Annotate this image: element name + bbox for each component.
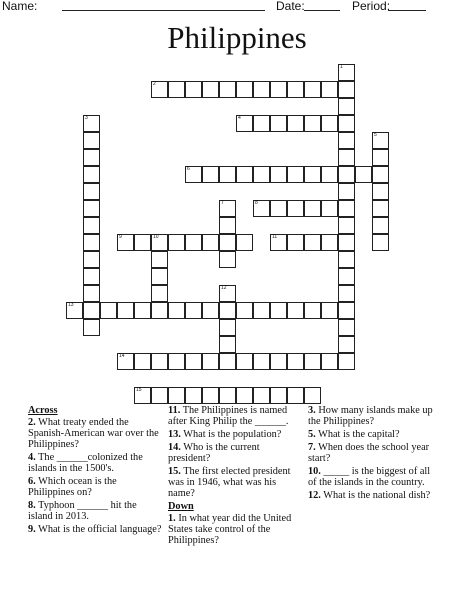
clue-item (168, 429, 300, 440)
clue-number: 8. (28, 500, 36, 511)
clue-number: 12. (308, 490, 321, 501)
crossword-cell[interactable] (83, 302, 100, 319)
crossword-cell[interactable] (287, 234, 304, 251)
clue-number: 11. (168, 405, 181, 416)
clue-text: How many islands make up the Philippines? (308, 405, 433, 427)
crossword-cell[interactable] (304, 81, 321, 98)
clue-number: 13. (168, 429, 181, 440)
date-label: Date: (276, 0, 305, 13)
crossword-cell[interactable] (270, 200, 287, 217)
crossword-cell[interactable] (117, 353, 134, 370)
crossword-cell[interactable] (355, 166, 372, 183)
crossword-cell[interactable] (253, 81, 270, 98)
crossword-cell[interactable] (304, 115, 321, 132)
crossword-cell[interactable] (372, 149, 389, 166)
crossword-cell[interactable] (304, 200, 321, 217)
crossword-cell[interactable] (270, 387, 287, 404)
crossword-cell[interactable] (168, 353, 185, 370)
crossword-cell[interactable] (219, 353, 236, 370)
clue-number-label: 5 (374, 132, 377, 138)
crossword-cell[interactable] (338, 336, 355, 353)
crossword-cell[interactable] (304, 387, 321, 404)
crossword-cell[interactable] (219, 166, 236, 183)
crossword-cell[interactable] (372, 217, 389, 234)
crossword-cell[interactable] (202, 81, 219, 98)
clue-text: In what year did the United States take control of the Philippines? (168, 513, 292, 546)
clue-number-label: 14 (119, 353, 125, 359)
crossword-cell[interactable] (236, 234, 253, 251)
crossword-cell[interactable] (338, 64, 355, 81)
crossword-cell[interactable] (321, 302, 338, 319)
crossword-cell[interactable] (185, 353, 202, 370)
crossword-cell[interactable] (202, 353, 219, 370)
crossword-cell[interactable] (338, 268, 355, 285)
crossword-cell[interactable] (185, 81, 202, 98)
crossword-cell[interactable] (338, 115, 355, 132)
clue-number-label: 12 (221, 285, 227, 291)
crossword-cell[interactable] (236, 353, 253, 370)
crossword-cell[interactable] (338, 166, 355, 183)
crossword-cell[interactable] (372, 234, 389, 251)
crossword-cell[interactable] (253, 166, 270, 183)
clue-item (28, 524, 162, 535)
clue-item (168, 466, 300, 499)
crossword-cell[interactable] (287, 81, 304, 98)
crossword-cell[interactable] (151, 268, 168, 285)
crossword-cell[interactable] (270, 81, 287, 98)
clue-number-label: 4 (238, 115, 241, 121)
clue-item (308, 490, 440, 501)
crossword-cell[interactable] (253, 387, 270, 404)
clue-number: 10. (308, 466, 321, 477)
crossword-cell[interactable] (338, 183, 355, 200)
clue-text: _____ is the biggest of all of the islands in the country. (308, 466, 431, 488)
crossword-cell[interactable] (372, 200, 389, 217)
crossword-cell[interactable] (321, 166, 338, 183)
clue-item (168, 513, 300, 546)
crossword-cell[interactable] (185, 234, 202, 251)
clue-number-label: 8 (255, 200, 258, 206)
crossword-cell[interactable] (83, 166, 100, 183)
crossword-cell[interactable] (66, 302, 83, 319)
clue-number-label: 1 (340, 64, 343, 70)
crossword-cell[interactable] (83, 200, 100, 217)
clue-text: Which ocean is the Philippines on? (28, 476, 117, 498)
crossword-cell[interactable] (202, 234, 219, 251)
crossword-cell[interactable] (372, 166, 389, 183)
crossword-cell[interactable] (270, 166, 287, 183)
crossword-cell[interactable] (185, 387, 202, 404)
crossword-cell[interactable] (219, 319, 236, 336)
clue-text: When does the school year start? (308, 442, 430, 464)
crossword-cell[interactable] (338, 353, 355, 370)
clue-number: 14. (168, 442, 181, 453)
clue-item (28, 476, 162, 498)
crossword-cell[interactable] (253, 115, 270, 132)
clue-text: What is the official language? (38, 524, 162, 535)
clue-number-label: 2 (153, 81, 156, 87)
clue-item (308, 405, 440, 427)
clue-number-label: 13 (68, 302, 74, 308)
crossword-cell[interactable] (151, 234, 168, 251)
crossword-cell[interactable] (287, 166, 304, 183)
page-title: Philippines (167, 20, 307, 55)
crossword-cell[interactable] (253, 200, 270, 217)
crossword-cell[interactable] (83, 285, 100, 302)
crossword-cell[interactable] (83, 183, 100, 200)
clue-column-3 (308, 405, 440, 503)
clue-number: 7. (308, 442, 316, 453)
across-heading: Across (28, 405, 58, 416)
clue-item (168, 405, 300, 427)
crossword-cell[interactable] (219, 251, 236, 268)
crossword-cell[interactable] (134, 353, 151, 370)
clue-number-label: 9 (119, 234, 122, 240)
crossword-cell[interactable] (151, 251, 168, 268)
crossword-cell[interactable] (321, 353, 338, 370)
crossword-cell[interactable] (100, 302, 117, 319)
clue-list (0, 405, 474, 610)
crossword-cell[interactable] (270, 353, 287, 370)
clue-text: What is the population? (183, 429, 282, 440)
crossword-cell[interactable] (321, 81, 338, 98)
clue-text: The ______colonized the islands in the 1500's. (28, 452, 143, 474)
crossword-cell[interactable] (236, 302, 253, 319)
crossword-cell[interactable] (202, 166, 219, 183)
clue-text: The first elected president was in 1946, what was his name? (168, 466, 291, 499)
crossword-cell[interactable] (202, 302, 219, 319)
crossword-cell[interactable] (287, 302, 304, 319)
crossword-cell[interactable] (151, 353, 168, 370)
crossword-cell[interactable] (338, 200, 355, 217)
crossword-cell[interactable] (253, 353, 270, 370)
clue-text: What treaty ended the Spanish-American war over the Philippines? (28, 417, 159, 450)
clue-number-label: 6 (187, 166, 190, 172)
crossword-cell[interactable] (219, 285, 236, 302)
crossword-cell[interactable] (338, 149, 355, 166)
crossword-cell[interactable] (151, 285, 168, 302)
clue-item (308, 442, 440, 464)
clue-number-label: 7 (221, 200, 224, 206)
crossword-cell[interactable] (168, 302, 185, 319)
crossword-cell[interactable] (134, 302, 151, 319)
clue-text: Typhoon ______ hit the island in 2013. (28, 500, 137, 522)
clue-text: The Philippines is named after King Philip the ______. (168, 405, 289, 427)
crossword-cell[interactable] (185, 166, 202, 183)
crossword-cell[interactable] (321, 200, 338, 217)
crossword-cell[interactable] (83, 149, 100, 166)
crossword-cell[interactable] (338, 319, 355, 336)
crossword-cell[interactable] (185, 302, 202, 319)
clue-number: 1. (168, 513, 176, 524)
clue-item (308, 466, 440, 488)
crossword-cell[interactable] (83, 234, 100, 251)
crossword-cell[interactable] (304, 166, 321, 183)
crossword-cell[interactable] (321, 234, 338, 251)
crossword-cell[interactable] (83, 251, 100, 268)
crossword-cell[interactable] (338, 285, 355, 302)
crossword-cell[interactable] (372, 183, 389, 200)
crossword-cell[interactable] (304, 234, 321, 251)
clue-text: Who is the current president? (168, 442, 260, 464)
crossword-cell[interactable] (338, 132, 355, 149)
clue-number: 15. (168, 466, 181, 477)
crossword-cell[interactable] (151, 302, 168, 319)
crossword-cell[interactable] (219, 200, 236, 217)
crossword-cell[interactable] (168, 234, 185, 251)
crossword-cell[interactable] (338, 98, 355, 115)
down-heading: Down (168, 501, 194, 512)
crossword-cell[interactable] (338, 234, 355, 251)
crossword-cell[interactable] (219, 387, 236, 404)
clue-column-1 (28, 405, 162, 537)
crossword-cell[interactable] (253, 302, 270, 319)
clue-number-label: 3 (85, 115, 88, 121)
period-label: Period: (352, 0, 391, 13)
crossword-cell[interactable] (83, 115, 100, 132)
crossword-cell[interactable] (134, 234, 151, 251)
clue-number: 9. (28, 524, 36, 535)
clue-text: What is the capital? (318, 429, 400, 440)
crossword-cell[interactable] (83, 319, 100, 336)
clue-number-label: 10 (153, 234, 159, 240)
clue-number-label: 15 (136, 387, 142, 393)
crossword-cell[interactable] (304, 302, 321, 319)
crossword-cell[interactable] (287, 387, 304, 404)
crossword-cell[interactable] (117, 234, 134, 251)
crossword-cell[interactable] (338, 302, 355, 319)
crossword-cell[interactable] (83, 268, 100, 285)
crossword-cell[interactable] (202, 387, 219, 404)
crossword-cell[interactable] (151, 387, 168, 404)
crossword-cell[interactable] (219, 336, 236, 353)
crossword-cell[interactable] (134, 387, 151, 404)
clue-number: 6. (28, 476, 36, 487)
clue-item (28, 417, 162, 450)
crossword-cell[interactable] (338, 217, 355, 234)
clue-item (168, 442, 300, 464)
crossword-cell[interactable] (219, 302, 236, 319)
name-label: Name: (2, 0, 38, 13)
crossword-cell[interactable] (287, 200, 304, 217)
clue-number: 3. (308, 405, 316, 416)
clue-number-label: 11 (272, 234, 278, 240)
crossword-cell[interactable] (168, 387, 185, 404)
crossword-cell[interactable] (321, 115, 338, 132)
crossword-cell[interactable] (219, 234, 236, 251)
crossword-cell[interactable] (236, 115, 253, 132)
crossword-cell[interactable] (270, 234, 287, 251)
crossword-cell[interactable] (83, 132, 100, 149)
clue-column-2 (168, 405, 300, 548)
crossword-cell[interactable] (338, 81, 355, 98)
crossword-cell[interactable] (270, 115, 287, 132)
crossword-cell[interactable] (372, 132, 389, 149)
crossword-cell[interactable] (219, 81, 236, 98)
clue-item (28, 452, 162, 474)
clue-number: 5. (308, 429, 316, 440)
crossword-cell[interactable] (83, 217, 100, 234)
crossword-cell[interactable] (151, 81, 168, 98)
crossword-cell[interactable] (304, 353, 321, 370)
crossword-cell[interactable] (287, 115, 304, 132)
crossword-cell[interactable] (236, 387, 253, 404)
crossword-cell[interactable] (236, 81, 253, 98)
crossword-cell[interactable] (338, 251, 355, 268)
clue-number: 4. (28, 452, 36, 463)
crossword-cell[interactable] (219, 217, 236, 234)
clue-text: What is the national dish? (323, 490, 431, 501)
crossword-cell[interactable] (168, 81, 185, 98)
clue-item (308, 429, 440, 440)
clue-item (28, 500, 162, 522)
crossword-cell[interactable] (270, 302, 287, 319)
crossword-cell[interactable] (236, 166, 253, 183)
crossword-cell[interactable] (287, 353, 304, 370)
crossword-cell[interactable] (117, 302, 134, 319)
clue-number: 2. (28, 417, 36, 428)
